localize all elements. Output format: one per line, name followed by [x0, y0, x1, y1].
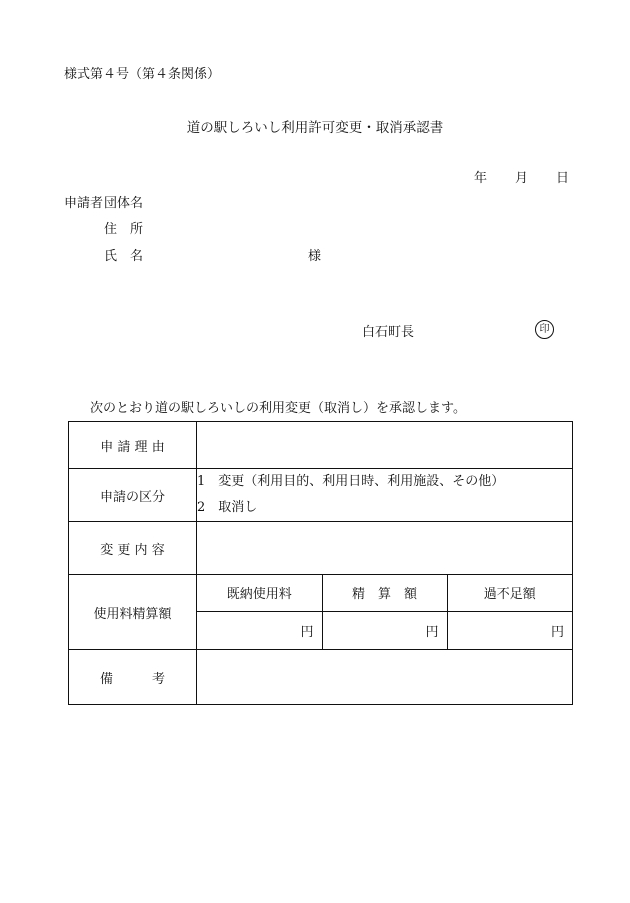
category-row: [69, 469, 573, 522]
fee-subtable: [197, 575, 572, 649]
settlement-unit: 円: [322, 611, 447, 649]
issuer-title: 白石町長: [362, 325, 415, 340]
remarks-value: [197, 650, 573, 705]
month-label: 月: [515, 171, 529, 186]
difference-header: 過不足額: [447, 575, 572, 611]
reason-value: [197, 422, 573, 469]
organization-label: 団体名: [104, 196, 144, 211]
settlement-header: 精 算 額: [322, 575, 447, 611]
difference-unit: 円: [447, 611, 572, 649]
reason-row: [69, 422, 573, 469]
address-label: 住 所: [104, 222, 144, 237]
category-option-change: 1 変更（利用目的、利用日時、利用施設、その他）: [197, 474, 505, 489]
applicant-label: 申請者: [64, 196, 104, 211]
change-value: [197, 522, 573, 575]
category-option-cancel: 2 取消し: [197, 500, 258, 515]
day-label: 日: [556, 171, 570, 186]
fee-cell: [197, 575, 573, 650]
document-title: 道の駅しろいし利用許可変更・取消承認書: [186, 120, 444, 136]
honorific: 様: [308, 249, 322, 264]
name-label: 氏 名: [104, 249, 144, 264]
date-line: [474, 172, 569, 185]
form-number: 様式第４号（第４条関係）: [64, 67, 221, 82]
change-label: 変 更 内 容: [69, 522, 197, 575]
remarks-row: [69, 650, 573, 705]
paid-fee-header: 既納使用料: [197, 575, 322, 611]
reason-label: 申 請 理 由: [69, 422, 197, 469]
seal-mark: 印: [535, 320, 554, 339]
approval-table: [68, 421, 573, 705]
category-options: [197, 469, 573, 522]
paid-fee-unit: 円: [197, 611, 322, 649]
year-label: 年: [474, 171, 488, 186]
category-label: 申請の区分: [69, 469, 197, 522]
fee-label: 使用料精算額: [69, 575, 197, 650]
change-row: [69, 522, 573, 575]
remarks-label: 備 考: [69, 650, 197, 705]
approval-statement: 次のとおり道の駅しろいしの利用変更（取消し）を承認します。: [90, 401, 466, 416]
fee-row: [69, 575, 573, 650]
